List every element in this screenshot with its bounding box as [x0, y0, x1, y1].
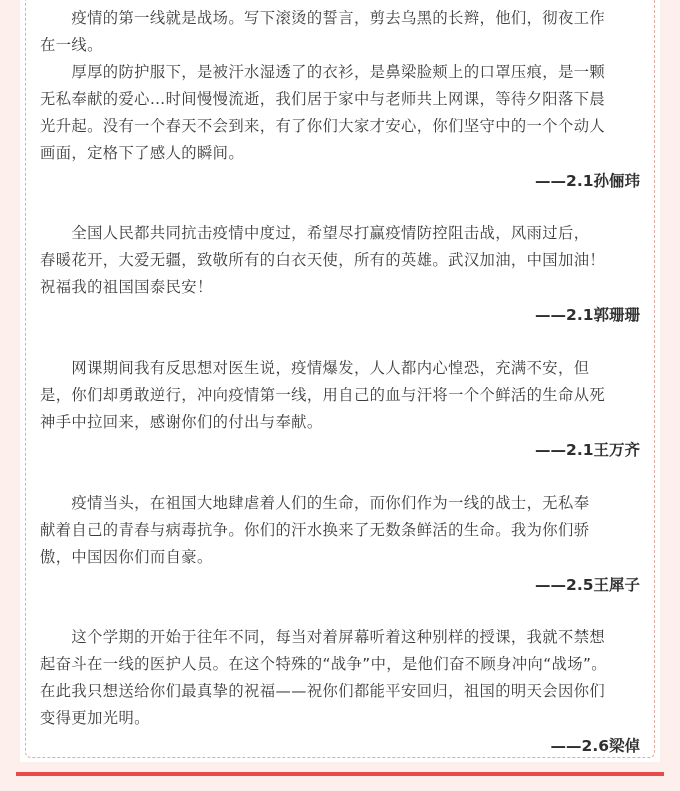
bottom-divider-bar — [16, 772, 664, 776]
text-line: 神手中拉回来，感谢你们的付出与奉献。 — [40, 413, 323, 431]
text-line: 疫情当头，在祖国大地肆虐着人们的生命，而你们作为一线的战士，无私奉 — [40, 494, 590, 512]
text-line: 在一线。 — [40, 36, 103, 54]
text-line: 起奋斗在一线的医护人员。在这个特殊的“战争”中，是他们奋不顾身冲向“战场”。 — [40, 655, 607, 673]
entry-4-text — [40, 490, 640, 571]
text-line: 是，你们却勇敢逆行，冲向疫情第一线，用自己的血与汗将一个个鲜活的生命从死 — [40, 386, 606, 404]
entry-2-text — [40, 220, 640, 301]
text-line: 献着自己的青春与病毒抗争。你们的汗水换来了无数条鲜活的生命。我为你们骄 — [40, 521, 590, 539]
entry-5-text — [40, 624, 640, 732]
text-line: 傲，中国因你们而自豪。 — [40, 548, 213, 566]
text-line: 祝福我的祖国国泰民安！ — [40, 278, 213, 296]
text-line: 画面，定格下了感人的瞬间。 — [40, 144, 245, 162]
entry-2-signature: ——2.1郭珊珊 — [535, 306, 640, 324]
text-line: 网课期间我有反思想对医生说，疫情爆发，人人都内心惶恐，充满不安，但 — [40, 359, 590, 377]
text-line: 疫情的第一线就是战场。写下滚烫的誓言，剪去乌黑的长辫，他们，彻夜工作 — [40, 9, 606, 27]
entry-3-text — [40, 355, 640, 436]
text-line: 在此我只想送给你们最真挚的祝福——祝你们都能平安回归，祖国的明天会因你们 — [40, 682, 606, 700]
text-line: 光升起。没有一个春天不会到来，有了你们大家才安心，你们坚守中的一个个动人 — [40, 117, 606, 135]
entry-1-signature: ——2.1孙俪玮 — [535, 172, 640, 190]
entry-3-signature: ——2.1王万齐 — [535, 441, 640, 459]
entry-1-text — [40, 5, 640, 167]
text-line: 无私奉献的爱心…时间慢慢流逝，我们居于家中与老师共上网课，等待夕阳落下晨 — [40, 90, 606, 108]
text-line: 这个学期的开始于往年不同，每当对着屏幕听着这种别样的授课，我就不禁想 — [40, 628, 606, 646]
entry-5-signature: ——2.6梁倬 — [550, 737, 640, 755]
entry-4-signature: ——2.5王犀子 — [535, 576, 640, 594]
text-line: 春暖花开，大爱无疆，致敬所有的白衣天使，所有的英雄。武汉加油，中国加油！ — [40, 251, 606, 269]
text-line: 全国人民都共同抗击疫情中度过，希望尽打赢疫情防控阻击战，风雨过后， — [40, 224, 590, 242]
text-line: 变得更加光明。 — [40, 709, 150, 727]
text-line: 厚厚的防护服下，是被汗水湿透了的衣衫，是鼻梁脸颊上的口罩压痕，是一颗 — [40, 63, 606, 81]
